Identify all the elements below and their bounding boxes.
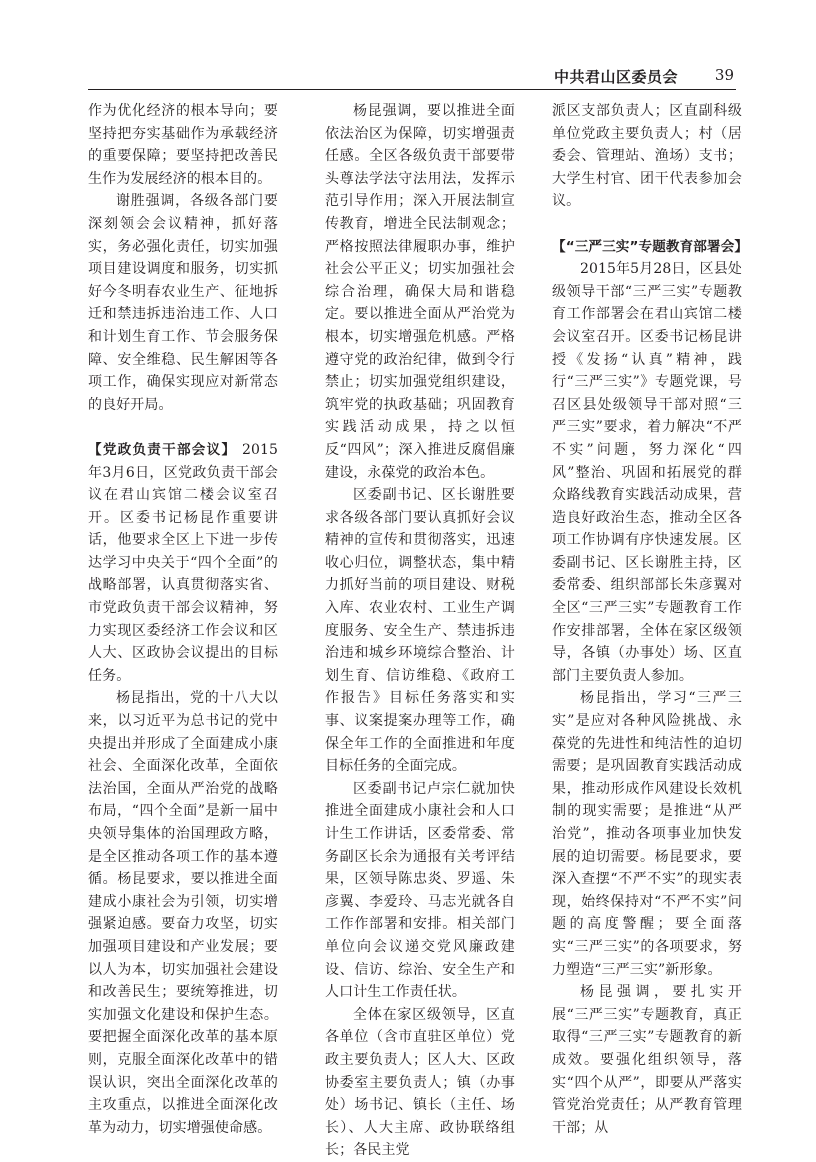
header-title: 中共君山区委员会 <box>553 68 678 86</box>
paragraph: 杨昆强调，要扎实开展“三严三实”专题教育，真正取得“三严三实”专题教育的新成效。要强化组织领导，落实“四个从严”，即要从严落实管党治党责任；从严教育管理干部；从 <box>552 984 742 1136</box>
paragraph-party-government-meeting <box>88 439 278 688</box>
paragraph: 区委副书记、区长谢胜要求各级各部门要认真抓好会议精神的宣传和贯彻落实，迅速收心归位，调整状态，集中精力抓好当前的项目建设、财税入库、农业农村、工业生产调度服务、安全生产、禁违拆违治违和城乡环境综合整治、计划生育、信访维稳、《政府工作报告》目标任务落实和实事、议案提案办理等工作，确保全年工作的全面推进和年度目标任务的全面完成。 <box>325 487 515 775</box>
paragraph-text: 2015年3月6日，区党政负责干部会议在君山宾馆二楼会议室召开。区委书记杨昆作重要讲话，他要求全区上下进一步传达学习中央关于“四个全面”的战略部署，认真贯彻落实省、市党政负责干部会议精神，努力实现区委经济工作会议和区人大、区政协会议提出的目标任务。 <box>88 441 278 684</box>
paragraph: 谢胜强调，各级各部门要深刻领会会议精神，抓好落实，务必强化责任，切实加强项目建设调度和服务，切实抓好今冬明春农业生产、征地拆迁和禁违拆违治违工作、人口和计划生育工作、节会服务保障、安全维稳、民生解困等各项工作，确保实现应对新常态的良好开局。 <box>88 193 278 413</box>
page-number: 39 <box>714 66 734 84</box>
column-2 <box>325 100 515 1162</box>
column-3 <box>552 100 749 1139</box>
header-rule <box>88 89 736 90</box>
paragraph: 作为优化经济的根本导向；要坚持把夯实基础作为承载经济的重要保障；要坚持把改善民生作为发展经济的根本目的。 <box>88 103 278 187</box>
paragraph: 杨昆指出，党的十八大以来，以习近平为总书记的党中央提出并形成了全面建成小康社会、全面深化改革，全面依法治国，全面从严治党的战略布局，“四个全面”是新一届中央领导集体的治国理政方略，是全区推动各项工作的基本遵循。杨昆要求，要以推进全面建成小康社会为引领，切实增强紧迫感。要奋力攻坚，切实加强项目建设和产业发展；要以人为本，切实加强社会建设和改善民生；要统筹推进，切实加强文化建设和保护生态。要把握全面深化改革的基本原则，克服全面深化改革中的错误认识，突出全面深化改革的主攻重点，以推进全面深化改革为动力，切实增强使命感。 <box>88 690 278 1136</box>
paragraph: 区委副书记卢宗仁就加快推进全面建成小康社会和人口计生工作讲话，区委常委、常务副区长余为通报有关考评结果，区领导陈忠炎、罗遥、朱彦翼、李爱玲、马志光就各自工作作部署和安排。相关部门单位向会议递交党风廉政建设、信访、综治、安全生产和人口计生工作责任状。 <box>325 780 515 1001</box>
paragraph: 派区支部负责人；区直副科级单位党政主要负责人；村（居委会、管理站、渔场）支书；大学生村官、团干代表参加会议。 <box>552 103 742 210</box>
column-1 <box>88 100 278 1139</box>
paragraph: 杨昆强调，要以推进全面依法治区为保障，切实增强责任感。全区各级负责干部要带头尊法学法守法用法，发挥示范引导作用；深入开展法制宣传教育，增进全民法制观念；严格按照法律履职办事，维护社会公平正义；切实加强社会综合治理，确保大局和谐稳定。要以推进全面从严治党为根本，切实增强危机感。严格遵守党的政治纪律，做到令行禁止；切实加强党组织建设，筑牢党的执政基础；巩固教育实践活动成果，持之以恒反“四风”；深入推进反腐倡廉建设，永葆党的政治本色。 <box>325 103 515 481</box>
paragraph: 2015年5月28日，区县处级领导干部“三严三实”专题教育工作部署会在君山宾馆二楼会议室召开。区委书记杨昆讲授《发扬“认真”精神，践行“三严三实”》专题党课，号召区县处级领导干部对照“三严三实”要求，着力解决“不严不实”问题，努力深化“四风”整治、巩固和拓展党的群众路线教育实践活动成果，营造良好政治生态，推动全区各项工作协调有序快速发展。区委副书记、区长谢胜主持，区委常委、组织部部长朱彦翼对全区“三严三实”专题教育工作作安排部署，全体在家区级领导，各镇（办事处）场、区直部门主要负责人参加。 <box>552 261 742 684</box>
paragraph: 全体在家区级领导，区直各单位（含市直驻区单位）党政主要负责人；区人大、区政协委室主要负责人；镇（办事处）场书记、镇长（主任、场长）、人大主席、政协联络组长；各民主党 <box>325 1006 515 1159</box>
section-heading-three-strict-three-solid <box>552 236 749 259</box>
section-heading: 【“三严三实”专题教育部署会】 <box>552 238 749 255</box>
section-heading: 【党政负责干部会议】 <box>88 441 237 458</box>
paragraph: 杨昆指出，学习“三严三实”是应对各种风险挑战、永葆党的先进性和纯洁性的迫切需要；是巩固教育实践活动成果，推动形成作风建设长效机制的现实需要；是推进“从严治党”，推动各项事业加快发展的迫切需要。杨昆要求，要深入查摆“不严不实”的现实表现，始终保持对“不严不实”问题的高度警醒；要全面落实“三严三实”的各项要求，努力塑造“三严三实”新形象。 <box>552 690 742 978</box>
running-header <box>88 62 736 90</box>
